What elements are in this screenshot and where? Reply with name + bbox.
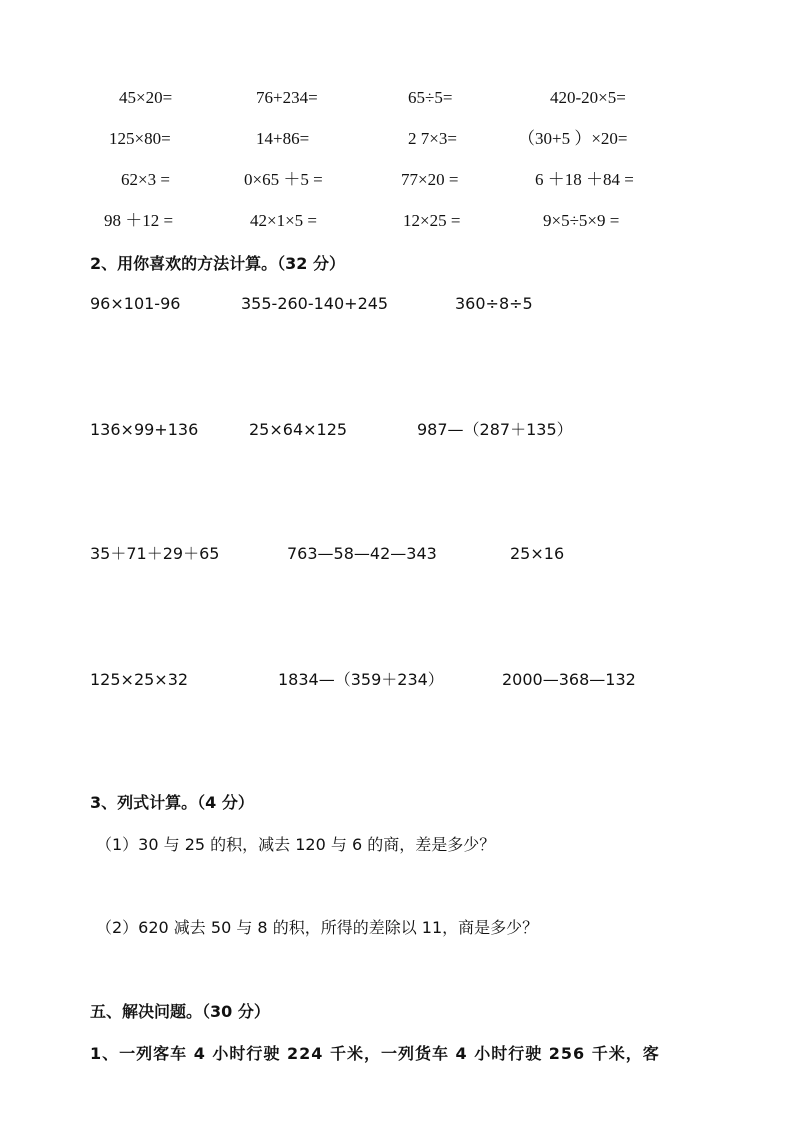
- oral-expression: 65÷5=: [408, 88, 453, 107]
- calc-expression: 136×99+136: [90, 420, 199, 439]
- section-heading: 五、解决问题。（30 分）: [90, 1002, 270, 1021]
- oral-expression: 76+234=: [256, 88, 318, 107]
- oral-expression: 125×80=: [109, 129, 171, 148]
- word-problem: 1、一列客车 4 小时行驶 224 千米，一列货车 4 小时行驶 256 千米，客: [90, 1044, 660, 1063]
- oral-expression: 77×20 =: [401, 170, 459, 189]
- calc-expression: 125×25×32: [90, 670, 189, 689]
- oral-expression: 420-20×5=: [550, 88, 626, 107]
- oral-expression: 45×20=: [119, 88, 173, 107]
- calc-expression: 35＋71＋29＋65: [90, 544, 220, 563]
- oral-expression: 0×65 ＋5 =: [244, 170, 323, 189]
- section-heading: 2、用你喜欢的方法计算。（32 分）: [90, 254, 345, 273]
- calc-expression: 355-260-140+245: [241, 294, 389, 313]
- oral-expression: 62×3 =: [121, 170, 170, 189]
- oral-expression: 6 ＋18 ＋84 =: [535, 170, 634, 189]
- calc-expression: 1834—（359＋234）: [278, 670, 444, 689]
- oral-expression: （30+5 ）×20=: [518, 129, 628, 148]
- calc-expression: 25×16: [510, 544, 565, 563]
- calc-expression: 987—（287＋135）: [417, 420, 573, 439]
- oral-expression: 42×1×5 =: [250, 211, 318, 230]
- calc-expression: 25×64×125: [249, 420, 348, 439]
- calc-expression: 2000—368—132: [502, 670, 636, 689]
- word-question: （2）620 减去 50 与 8 的积，所得的差除以 11，商是多少？: [96, 918, 539, 937]
- calc-expression: 96×101-96: [90, 294, 181, 313]
- oral-expression: 2 7×3=: [408, 129, 457, 148]
- section-heading: 3、列式计算。（4 分）: [90, 793, 254, 812]
- calc-expression: 360÷8÷5: [455, 294, 533, 313]
- oral-expression: 9×5÷5×9 =: [543, 211, 620, 230]
- calc-expression: 763—58—42—343: [287, 544, 437, 563]
- oral-expression: 14+86=: [256, 129, 310, 148]
- oral-expression: 12×25 =: [403, 211, 461, 230]
- oral-expression: 98 ＋12 =: [104, 211, 174, 230]
- word-question: （1）30 与 25 的积，减去 120 与 6 的商，差是多少？: [96, 835, 496, 854]
